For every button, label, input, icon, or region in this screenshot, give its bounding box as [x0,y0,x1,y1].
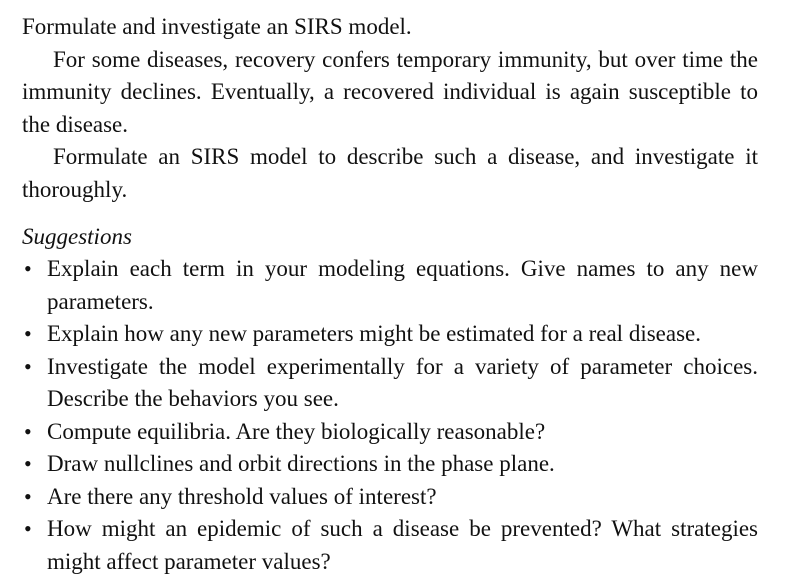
suggestion-text: Draw nullclines and orbit directions in the phase plane. [47,451,555,476]
bullet-icon: • [24,451,32,476]
cropped-previous-line-fragment [277,0,482,3]
suggestion-item [22,481,758,514]
suggestion-text: How might an epidemic of such a disease be prevented? What strategies might affect parameter values? [47,516,758,574]
bullet-icon: • [24,483,32,509]
exercise-heading: Formulate and investigate an SIRS model. [22,14,412,39]
suggestions-title: Suggestions [22,224,132,249]
paragraph-temporary-immunity: For some diseases, recovery confers temporary immunity, but over time the immunity declines. Eventually, a recovered individual is again susceptible to the disease. [22,46,758,137]
bullet-icon: • [24,516,32,541]
suggestion-text: Explain how any new parameters might be estimated for a real disease. [47,321,701,346]
suggestions-list [22,253,758,578]
suggestion-item [22,513,758,578]
suggestion-item [22,416,758,449]
bullet-icon: • [24,353,32,379]
paragraph-formulate-sirs: Formulate an SIRS model to describe such a disease, and investigate it thoroughly. [22,144,758,202]
suggestion-item [22,253,758,318]
bullet-icon: • [24,256,32,281]
document-page [22,0,758,578]
bullet-icon: • [24,418,32,444]
suggestion-text: Investigate the model experimentally for a variety of parameter choices. Describe the behaviors you see. [47,353,758,411]
suggestion-item [22,448,758,481]
suggestion-item [22,351,758,416]
suggestion-text: Explain each term in your modeling equations. Give names to any new parameters. [47,256,758,314]
suggestion-text: Are there any threshold values of interest? [47,483,437,509]
suggestion-text: Compute equilibria. Are they biologically reasonable? [47,418,546,444]
section-spacer [22,206,758,220]
suggestion-item [22,318,758,351]
bullet-icon: • [24,321,32,346]
